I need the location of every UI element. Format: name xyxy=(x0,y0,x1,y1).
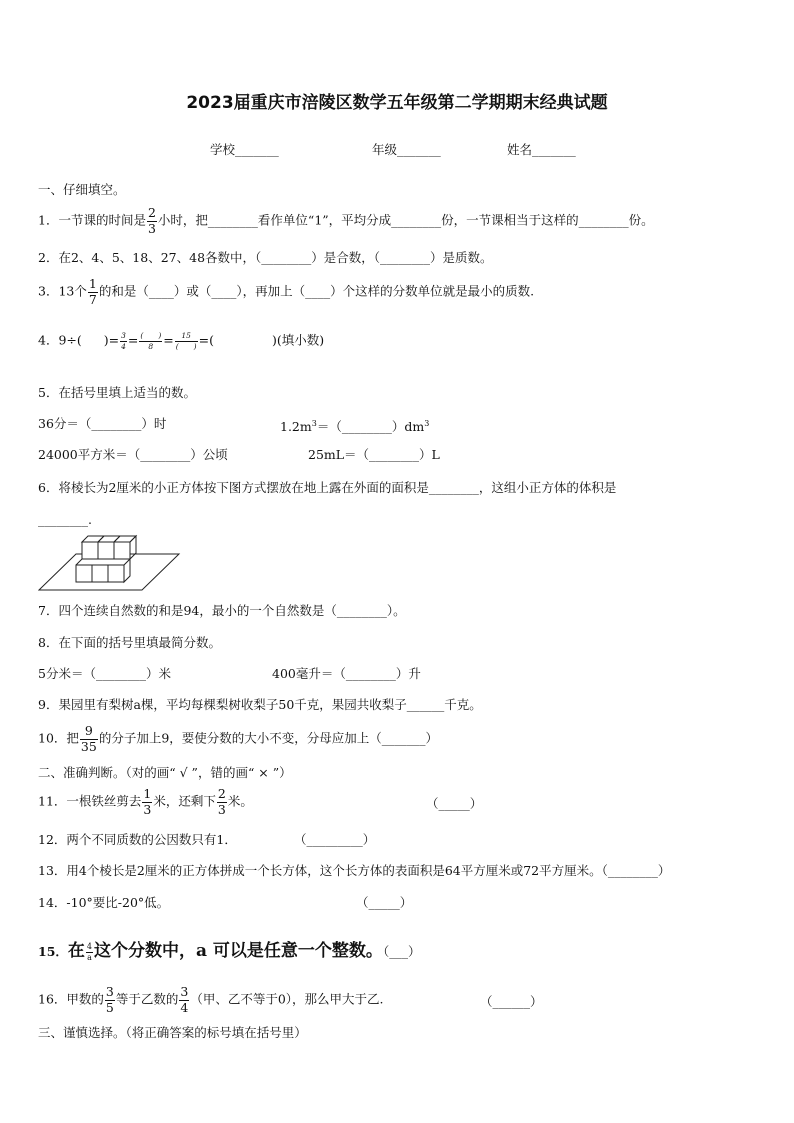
question-6: 6．将棱长为2厘米的小正方体按下图方式摆放在地上露在外面的面积是________，这组小正方体的体积是 xyxy=(38,480,617,495)
fraction: $\frac{4}{a}$ xyxy=(86,942,92,962)
equals-sign: = xyxy=(163,332,174,348)
q4-text-b: )= xyxy=(103,332,120,348)
q4-text-a: 4．9÷( xyxy=(38,332,82,348)
cube-face xyxy=(92,565,108,582)
q16-answer-paren: （______） xyxy=(480,994,543,1009)
q4-text-d: )(填小数) xyxy=(271,332,325,348)
cube-side xyxy=(124,559,130,582)
name-field: 姓名_______ xyxy=(507,142,576,157)
page-title: 2023届重庆市涪陵区数学五年级第二学期期末经典试题 xyxy=(186,93,608,113)
question-15: 15．在 $\frac{4}{a}$ 这个分数中，a 可以是任意一个整数。（___） xyxy=(38,941,421,962)
school-field: 学校_______ xyxy=(210,142,279,157)
question-16: 16．甲数的 $\frac{3}{5}$ 等于乙数的 $\frac{3}{4}$ （甲、乙不等于0），那么甲大于乙. xyxy=(38,984,384,1015)
q11-answer-paren: （_____） xyxy=(426,796,483,811)
cube-face xyxy=(114,542,130,559)
fraction: $\frac{9}{35}$ xyxy=(80,723,97,754)
fraction: $\frac{3}{5}$ xyxy=(105,984,114,1015)
question-14: 14．-10°要比-20°低。 xyxy=(38,895,170,910)
question-5c: 24000平方米＝（________）公顷 xyxy=(38,447,228,462)
question-13: 13．用4个棱长是2厘米的正方体拼成一个长方体，这个长方体的表面积是64平方厘米或72平方厘米。（________） xyxy=(38,863,671,878)
question-11: 11．一根铁丝剪去 $\frac{1}{3}$ 米，还剩下 $\frac{2}{3}$ 米。 xyxy=(38,786,253,817)
question-4 xyxy=(38,332,324,350)
question-5d: 25mL＝（________）L xyxy=(308,447,440,462)
fraction: $\frac{3}{4}$ xyxy=(180,984,189,1015)
question-9: 9．果园里有梨树a棵，平均每棵梨树收梨子50千克，果园共收梨子______千克。 xyxy=(38,697,482,712)
fraction: $\frac{15}{( )}$ xyxy=(175,331,197,351)
fraction: $\frac{( )}{8}$ xyxy=(140,331,162,351)
section-3-heading: 三、谨慎选择。（将正确答案的标号填在括号里） xyxy=(38,1025,307,1040)
question-5a: 36分＝（________）时 xyxy=(38,416,167,431)
grade-field: 年级_______ xyxy=(372,142,441,157)
cubes-figure xyxy=(38,532,182,594)
question-8: 8．在下面的括号里填最简分数。 xyxy=(38,635,221,650)
question-12: 12．两个不同质数的公因数只有1． xyxy=(38,832,237,847)
question-1 xyxy=(38,207,654,235)
question-5b: $1.2m^3=(\_\_\_\_\_\_\_\_)dm^3$ xyxy=(280,419,430,435)
fraction: $\frac{3}{4}$ xyxy=(121,331,126,351)
fraction: $\frac{1}{3}$ xyxy=(143,786,152,817)
question-6-continued: ________. xyxy=(38,512,92,527)
section-1-heading: 一、仔细填空。 xyxy=(38,182,126,197)
q4-text-c: =( xyxy=(198,332,214,348)
cube-face xyxy=(98,542,114,559)
question-10: 10．把 $\frac{9}{35}$ 的分子加上9，要使分数的大小不变，分母应加上（_______） xyxy=(38,723,439,754)
equals-sign: = xyxy=(127,332,139,348)
cube-face xyxy=(82,542,98,559)
cube-face xyxy=(76,565,92,582)
cube-face xyxy=(108,565,124,582)
q1-text-b: 小时，把________看作单位“1”，平均分成________份，一节课相当于这样的________份。 xyxy=(157,212,654,228)
fraction: $\frac{2}{3}$ xyxy=(147,205,156,236)
fraction: $\frac{1}{7}$ xyxy=(88,276,97,307)
question-2: 2．在2、4、5、18、27、48各数中，（________）是合数，（________）是质数。 xyxy=(38,250,493,265)
q3-text-a: 3．13个 xyxy=(38,283,87,299)
question-8a: 5分米＝（________）米 xyxy=(38,666,171,681)
q1-text-a: 1．一节课的时间是 xyxy=(38,212,146,228)
q14-answer-paren: （_____） xyxy=(356,895,413,910)
cube-side xyxy=(130,536,136,559)
question-8b: 400毫升＝（________）升 xyxy=(272,666,421,681)
question-3 xyxy=(38,278,534,306)
q3-text-b: 的和是（____）或（____），再加上（____）个这样的分数单位就是最小的质数. xyxy=(98,283,535,299)
question-5: 5．在括号里填上适当的数。 xyxy=(38,385,196,400)
question-7: 7．四个连续自然数的和是94，最小的一个自然数是（________）。 xyxy=(38,603,406,618)
section-2-heading: 二、准确判断。（对的画“ √ ”，错的画“ × ”） xyxy=(38,765,292,780)
q12-answer-paren: （_________） xyxy=(294,832,376,847)
fraction: $\frac{2}{3}$ xyxy=(217,786,226,817)
